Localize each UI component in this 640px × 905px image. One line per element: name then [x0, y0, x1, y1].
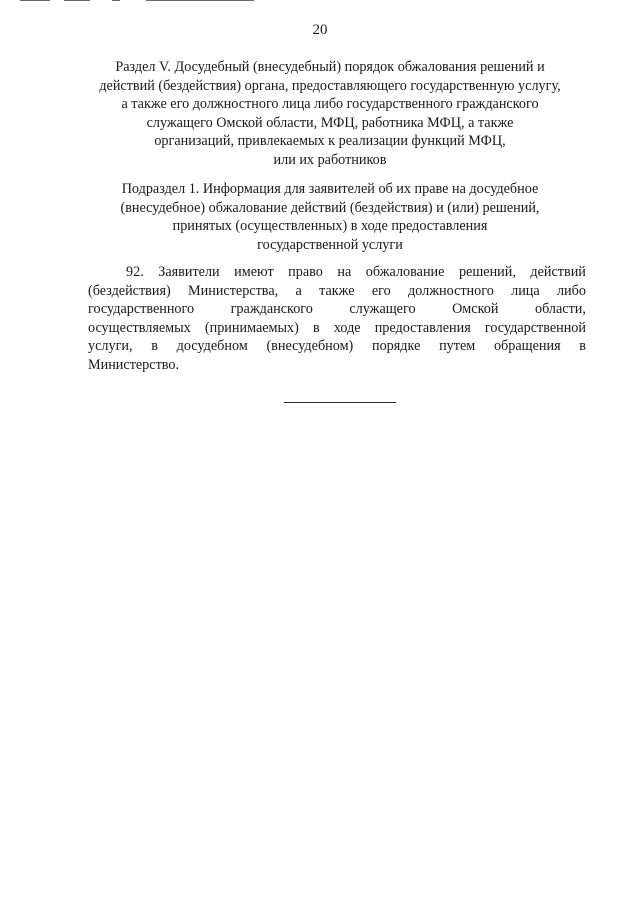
section-title-line: организаций, привлекаемых к реализации функций МФЦ,: [154, 133, 506, 150]
section-title-line: действий (бездействия) органа, предоставляющего государственную услугу,: [99, 77, 561, 94]
section-title-line: Раздел V. Досудебный (внесудебный) порядок обжалования решений и: [115, 59, 545, 75]
paragraph-word: а: [295, 282, 302, 299]
subsection-title-line: (внесудебное) обжалование действий (бездействия) и (или) решений,: [120, 199, 540, 216]
paragraph-word: гражданского: [230, 301, 313, 318]
section-title: [80, 58, 580, 170]
paragraph-word: должностного: [408, 282, 494, 299]
paragraph-word: 92.: [126, 264, 144, 280]
paragraph-word: досудебном: [176, 338, 248, 355]
paragraph-word: лица: [511, 282, 540, 299]
scan-edge-marks: [20, 0, 260, 4]
subsection-title-line: принятых (осуществленных) в ходе предоставления: [172, 218, 488, 235]
paragraph-word: области,: [534, 301, 586, 318]
page-number: 20: [312, 22, 328, 38]
paragraph-word: служащего: [349, 301, 416, 318]
paragraph-word: в: [151, 338, 158, 355]
paragraph-word: осуществляемых: [88, 319, 191, 336]
paragraph-word: либо: [556, 282, 586, 299]
end-separator-line: [284, 402, 396, 403]
paragraph-word: обращения: [493, 338, 561, 355]
paragraph-word: Министерства,: [188, 282, 279, 299]
section-title-line: а также его должностного лица либо государственного гражданского: [121, 96, 539, 113]
paragraph-92: [88, 263, 586, 375]
subsection-title-line: Подраздел 1. Информация для заявителей об их праве на досудебное: [121, 181, 539, 197]
paragraph-word: решений,: [458, 264, 516, 280]
paragraph-word: действий: [530, 264, 586, 280]
paragraph-word: предоставления: [374, 319, 471, 336]
paragraph-word: его: [371, 282, 391, 299]
paragraph-word: ходе: [333, 319, 361, 336]
section-title-line: служащего Омской области, МФЦ, работника МФЦ, а также: [146, 114, 514, 131]
paragraph-line: [88, 337, 586, 356]
paragraph-word: имеют: [234, 264, 274, 280]
paragraph-word: обжалование: [365, 264, 445, 280]
paragraph-line: [88, 263, 586, 282]
paragraph-word: Министерство.: [88, 356, 180, 373]
paragraph-line: [88, 319, 586, 338]
paragraph-word: право: [288, 264, 323, 280]
paragraph-word: порядке: [372, 338, 421, 355]
paragraph-word: в: [579, 338, 586, 355]
paragraph-word: государственной: [484, 319, 586, 336]
subsection-title-line: государственной услуги: [257, 236, 403, 253]
paragraph-line: [88, 356, 586, 375]
paragraph-word: (внесудебном): [266, 338, 354, 355]
paragraph-word: (принимаемых): [204, 319, 299, 336]
section-title-line: или их работников: [273, 151, 387, 168]
paragraph-word: на: [337, 264, 352, 280]
paragraph-word: в: [313, 319, 320, 336]
paragraph-word: также: [319, 282, 355, 299]
paragraph-word: Омской: [452, 301, 499, 318]
subsection-title: [80, 180, 580, 254]
paragraph-word: Заявители: [158, 264, 220, 280]
paragraph-line: [88, 282, 586, 301]
paragraph-word: (бездействия): [88, 282, 171, 299]
paragraph-line: [88, 300, 586, 319]
paragraph-word: государственного: [88, 301, 195, 318]
paragraph-word: путем: [439, 338, 476, 355]
paragraph-word: услуги,: [88, 338, 133, 355]
